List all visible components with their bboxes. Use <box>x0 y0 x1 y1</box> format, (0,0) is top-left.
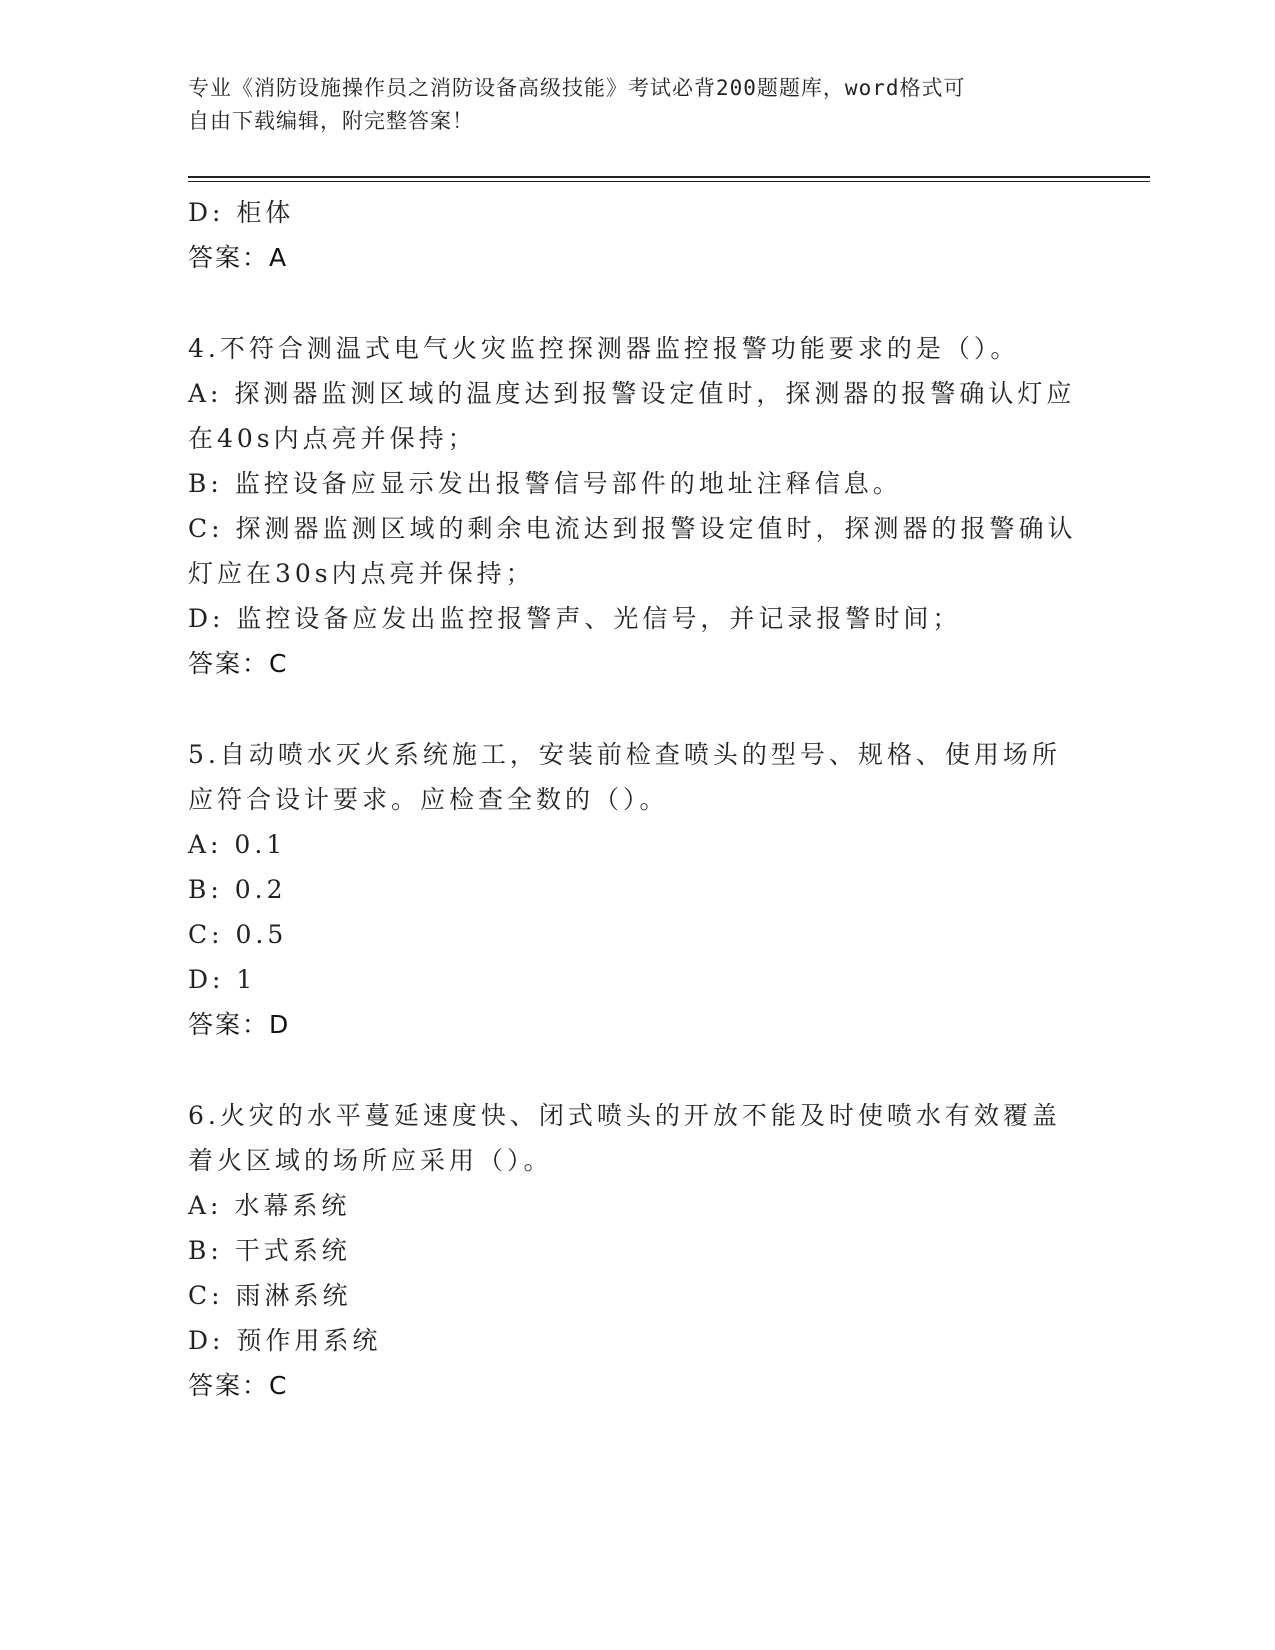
question-stem-cont: 着火区域的场所应采用（）。 <box>188 1146 553 1175</box>
option-d: D: 预作用系统 <box>188 1326 382 1355</box>
option-a: A: 0.1 <box>188 830 287 859</box>
option-c: C: 0.5 <box>188 920 288 949</box>
option-a: A: 水幕系统 <box>188 1191 351 1220</box>
answer: 答案：C <box>188 649 289 678</box>
option-d: D: 1 <box>188 965 257 994</box>
question-stem: 6.火灾的水平蔓延速度快、闭式喷头的开放不能及时使喷水有效覆盖 <box>188 1101 1061 1130</box>
question-stem: 4.不符合测温式电气火灾监控探测器监控报警功能要求的是（）。 <box>188 334 1020 363</box>
prev-option-d: D: 柜体 <box>188 198 295 227</box>
question-stem: 5.自动喷水灭火系统施工，安装前检查喷头的型号、规格、使用场所 <box>188 740 1061 769</box>
question-5 <box>188 732 1088 1047</box>
option-a: A: 探测器监测区域的温度达到报警设定值时，探测器的报警确认灯应 <box>188 379 1076 408</box>
prev-answer: 答案：A <box>188 243 289 272</box>
spacer <box>188 686 1088 732</box>
header-divider <box>188 176 1150 178</box>
document-body <box>188 190 1088 1408</box>
option-b: B: 监控设备应显示发出报警信号部件的地址注释信息。 <box>188 469 902 498</box>
header-line-1: 专业《消防设施操作员之消防设备高级技能》考试必背200题题库，word格式可 <box>188 76 966 100</box>
option-c: C: 探测器监测区域的剩余电流达到报警设定值时，探测器的报警确认 <box>188 514 1077 543</box>
question-4 <box>188 326 1088 686</box>
header-line-2: 自由下载编辑，附完整答案！ <box>188 109 474 133</box>
question-6 <box>188 1093 1088 1408</box>
question-stem-cont: 应符合设计要求。应检查全数的（）。 <box>188 785 669 814</box>
header-divider-thin <box>188 181 1150 182</box>
option-d: D: 监控设备应发出监控报警声、光信号，并记录报警时间； <box>188 604 962 633</box>
spacer <box>188 1047 1088 1093</box>
page-header <box>188 72 1088 138</box>
option-b: B: 0.2 <box>188 875 287 904</box>
option-a-cont: 在40s内点亮并保持； <box>188 424 477 453</box>
answer: 答案：D <box>188 1010 291 1039</box>
option-c: C: 雨淋系统 <box>188 1281 352 1310</box>
option-b: B: 干式系统 <box>188 1236 351 1265</box>
option-c-cont: 灯应在30s内点亮并保持； <box>188 559 535 588</box>
answer: 答案：C <box>188 1371 289 1400</box>
spacer <box>188 280 1088 326</box>
